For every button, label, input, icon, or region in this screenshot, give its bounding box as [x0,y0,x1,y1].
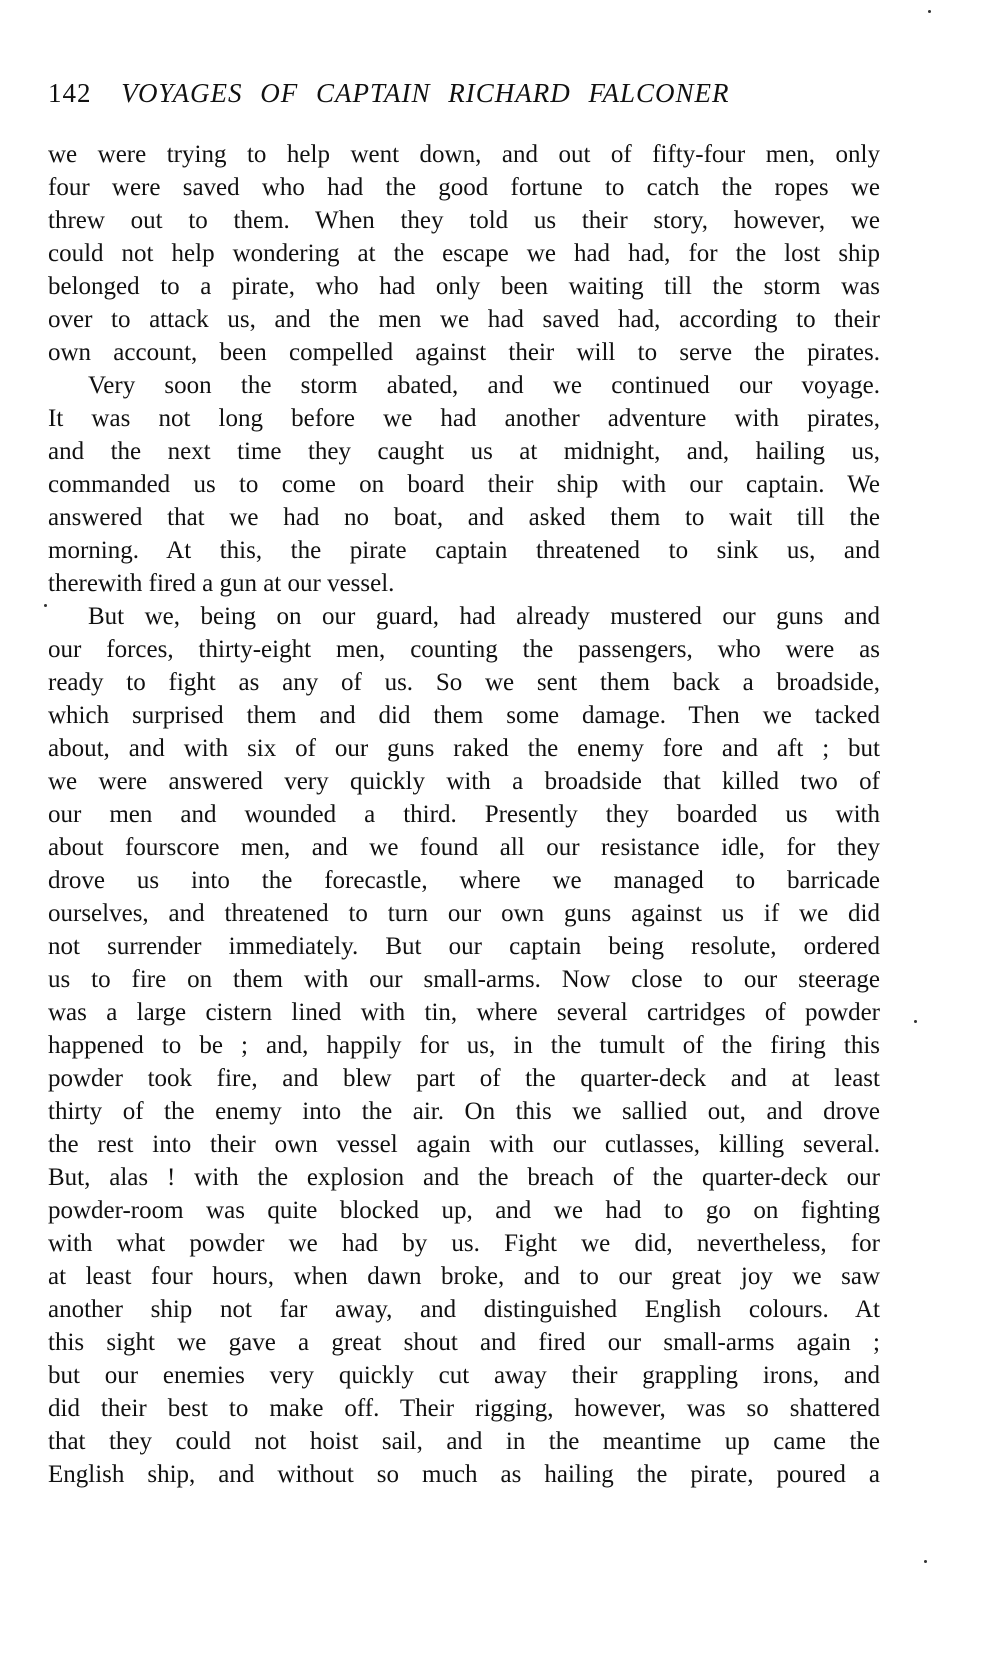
text-line: drove us into the forecastle, where we managed to barricade [48,867,880,894]
text-line: and the next time they caught us at midnight, and, hailing us, [48,438,880,465]
text-line: But, alas ! with the explosion and the breach of the quarter-deck our [48,1164,880,1191]
text-line: could not help wondering at the escape we had had, for the lost ship [48,240,880,267]
text-line: another ship not far away, and distinguished English colours. At [48,1296,880,1323]
text-line: us to fire on them with our small-arms. Now close to our steerage [48,966,880,993]
scan-speck [44,604,47,607]
text-line: with what powder we had by us. Fight we did, nevertheless, for [48,1230,880,1257]
text-line: happened to be ; and, happily for us, in the tumult of the firing this [48,1032,880,1059]
text-line: our men and wounded a third. Presently they boarded us with [48,801,880,828]
text-line: commanded us to come on board their ship with our captain. We [48,471,880,498]
page-number: 142 [48,78,92,108]
text-line: about fourscore men, and we found all our resistance idle, for they [48,834,880,861]
text-line: ready to fight as any of us. So we sent them back a broadside, [48,669,880,696]
text-line: about, and with six of our guns raked the enemy fore and aft ; but [48,735,880,762]
text-line: own account, been compelled against their will to serve the pirates. [48,339,880,366]
text-line: Very soon the storm abated, and we continued our voyage. [88,372,880,399]
text-line: we were trying to help went down, and out of fifty-four men, only [48,141,880,168]
scan-speck [924,1560,927,1563]
text-line: not surrender immediately. But our captain being resolute, ordered [48,933,880,960]
text-line: ourselves, and threatened to turn our own guns against us if we did [48,900,880,927]
running-title: VOYAGES OF CAPTAIN RICHARD FALCONER [121,78,730,108]
text-line: therewith fired a gun at our vessel. [48,570,395,597]
scan-speck [914,1020,917,1023]
text-line: our forces, thirty-eight men, counting the passengers, who were as [48,636,880,663]
text-line: that they could not hoist sail, and in the meantime up came the [48,1428,880,1455]
text-line: this sight we gave a great shout and fired our small-arms again ; [48,1329,880,1356]
text-line: was a large cistern lined with tin, where several cartridges of powder [48,999,880,1026]
text-line: which surprised them and did them some damage. Then we tacked [48,702,880,729]
text-line: powder-room was quite blocked up, and we had to go on fighting [48,1197,880,1224]
text-line: It was not long before we had another adventure with pirates, [48,405,880,432]
text-line: but our enemies very quickly cut away their grappling irons, and [48,1362,880,1389]
text-line: threw out to them. When they told us their story, however, we [48,207,880,234]
text-line: answered that we had no boat, and asked them to wait till the [48,504,880,531]
text-line: at least four hours, when dawn broke, and to our great joy we saw [48,1263,880,1290]
text-line: morning. At this, the pirate captain threatened to sink us, and [48,537,880,564]
text-line: But we, being on our guard, had already mustered our guns and [88,603,880,630]
text-line: did their best to make off. Their rigging, however, was so shattered [48,1395,880,1422]
running-header [48,78,880,109]
text-line: four were saved who had the good fortune to catch the ropes we [48,174,880,201]
text-line: English ship, and without so much as hailing the pirate, poured a [48,1461,880,1488]
text-line: over to attack us, and the men we had saved had, according to their [48,306,880,333]
text-line: the rest into their own vessel again with our cutlasses, killing several. [48,1131,880,1158]
text-line: we were answered very quickly with a broadside that killed two of [48,768,880,795]
scan-speck [928,10,931,13]
text-line: thirty of the enemy into the air. On this we sallied out, and drove [48,1098,880,1125]
text-line: belonged to a pirate, who had only been waiting till the storm was [48,273,880,300]
text-line: powder took fire, and blew part of the quarter-deck and at least [48,1065,880,1092]
